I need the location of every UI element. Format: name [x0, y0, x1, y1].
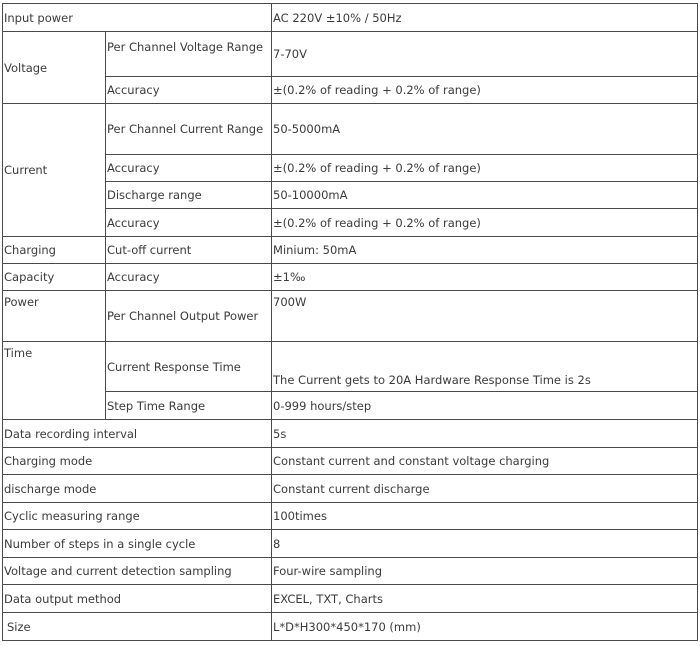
table-row-input-power	[3, 4, 698, 32]
table-row-cyclic-range	[3, 503, 698, 530]
table-row-size	[3, 613, 698, 641]
current-label: Current	[3, 104, 106, 237]
voltage-range-value: 7-70V	[272, 32, 698, 77]
table-row-charging-mode	[3, 448, 698, 475]
table-row-current-range	[3, 104, 698, 155]
data-output-label: Data output method	[3, 585, 272, 613]
table-row-discharge-range	[3, 182, 698, 209]
current-range-label: Per Channel Current Range	[106, 104, 272, 155]
table-row-steps-per-cycle	[3, 530, 698, 558]
data-output-value: EXCEL, TXT, Charts	[272, 585, 698, 613]
voltage-label: Voltage	[3, 32, 106, 104]
capacity-label: Capacity	[3, 264, 106, 291]
capacity-accuracy-value: ±1‰	[272, 264, 698, 291]
table-row-step-time	[3, 392, 698, 420]
output-power-label: Per Channel Output Power	[106, 291, 272, 342]
discharge-mode-value: Constant current discharge	[272, 475, 698, 503]
table-row-charging	[3, 237, 698, 264]
step-time-label: Step Time Range	[106, 392, 272, 420]
table-row-discharge-mode	[3, 475, 698, 503]
cyclic-range-label: Cyclic measuring range	[3, 503, 272, 530]
charging-mode-label: Charging mode	[3, 448, 272, 475]
data-recording-value: 5s	[272, 420, 698, 448]
steps-per-cycle-label: Number of steps in a single cycle	[3, 530, 272, 558]
current-accuracy-label: Accuracy	[106, 155, 272, 182]
specification-table	[2, 3, 698, 641]
discharge-accuracy-label: Accuracy	[106, 209, 272, 237]
table-row-capacity	[3, 264, 698, 291]
step-time-value: 0-999 hours/step	[272, 392, 698, 420]
discharge-range-label: Discharge range	[106, 182, 272, 209]
steps-per-cycle-value: 8	[272, 530, 698, 558]
table-row-sampling	[3, 558, 698, 585]
voltage-accuracy-label: Accuracy	[106, 77, 272, 104]
table-row-voltage-range	[3, 32, 698, 77]
power-label: Power	[3, 291, 106, 342]
table-row-data-recording	[3, 420, 698, 448]
size-value: L*D*H300*450*170 (mm)	[272, 613, 698, 641]
voltage-range-label: Per Channel Voltage Range	[106, 32, 272, 77]
response-time-value: The Current gets to 20A Hardware Response Time is 2s	[272, 342, 698, 392]
time-label: Time	[3, 342, 106, 420]
size-label: Size	[3, 613, 272, 641]
table-row-power	[3, 291, 698, 342]
sampling-value: Four-wire sampling	[272, 558, 698, 585]
input-power-value: AC 220V ±10% / 50Hz	[272, 4, 698, 32]
voltage-accuracy-value: ±(0.2% of reading + 0.2% of range)	[272, 77, 698, 104]
capacity-accuracy-label: Accuracy	[106, 264, 272, 291]
discharge-accuracy-value: ±(0.2% of reading + 0.2% of range)	[272, 209, 698, 237]
cutoff-current-label: Cut-off current	[106, 237, 272, 264]
discharge-range-value: 50-10000mA	[272, 182, 698, 209]
table-row-response-time	[3, 342, 698, 392]
charging-label: Charging	[3, 237, 106, 264]
response-time-label: Current Response Time	[106, 342, 272, 392]
input-power-label: Input power	[3, 4, 272, 32]
output-power-value: 700W	[272, 291, 698, 342]
sampling-label: Voltage and current detection sampling	[3, 558, 272, 585]
cutoff-current-value: Minium: 50mA	[272, 237, 698, 264]
table-row-discharge-accuracy	[3, 209, 698, 237]
discharge-mode-label: discharge mode	[3, 475, 272, 503]
current-accuracy-value: ±(0.2% of reading + 0.2% of range)	[272, 155, 698, 182]
cyclic-range-value: 100times	[272, 503, 698, 530]
table-row-voltage-accuracy	[3, 77, 698, 104]
table-row-current-accuracy	[3, 155, 698, 182]
current-range-value: 50-5000mA	[272, 104, 698, 155]
data-recording-label: Data recording interval	[3, 420, 272, 448]
charging-mode-value: Constant current and constant voltage charging	[272, 448, 698, 475]
table-row-data-output	[3, 585, 698, 613]
